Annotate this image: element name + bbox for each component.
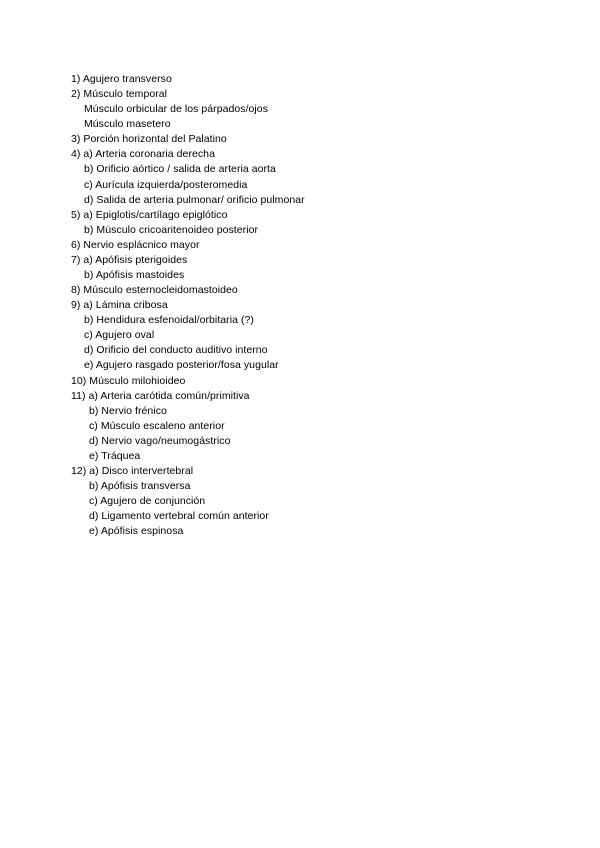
answer-line: 3) Porción horizontal del Palatino bbox=[71, 133, 227, 146]
answer-list bbox=[71, 72, 305, 539]
answer-line: c) Músculo escaleno anterior bbox=[89, 419, 225, 432]
answer-line: e) Agujero rasgado posterior/fosa yugular bbox=[84, 359, 279, 372]
answer-line: d) Ligamento vertebral común anterior bbox=[89, 510, 269, 523]
answer-line: 4) a) Arteria coronaria derecha bbox=[71, 148, 215, 161]
answer-line: 10) Músculo milohioideo bbox=[71, 374, 186, 387]
answer-line: 6) Nervio esplácnico mayor bbox=[71, 238, 200, 251]
answer-line: 5) a) Epiglotis/cartílago epiglótico bbox=[71, 208, 228, 221]
answer-line: 2) Músculo temporal bbox=[71, 88, 168, 101]
answer-line: d) Nervio vago/neumogástrico bbox=[89, 434, 231, 447]
answer-line: e) Apófisis espinosa bbox=[89, 525, 184, 538]
answer-line: 12) a) Disco intervertebral bbox=[71, 465, 194, 478]
answer-line: b) Orificio aórtico / salida de arteria aorta bbox=[84, 163, 276, 176]
answer-line: Músculo orbicular de los párpados/ojos bbox=[84, 103, 268, 116]
answer-line: b) Hendidura esfenoidal/orbitaria (?) bbox=[84, 314, 254, 327]
answer-line: d) Salida de arteria pulmonar/ orificio pulmonar bbox=[84, 193, 305, 206]
answer-line: Músculo masetero bbox=[84, 118, 171, 131]
answer-line: b) Nervio frénico bbox=[89, 404, 167, 417]
answer-line: c) Agujero oval bbox=[84, 329, 155, 342]
answer-line: 1) Agujero transverso bbox=[71, 73, 172, 85]
answer-line: d) Orificio del conducto auditivo interno bbox=[84, 344, 268, 357]
answer-line: c) Aurícula izquierda/posteromedia bbox=[84, 178, 248, 191]
answer-line: 9) a) Lámina cribosa bbox=[71, 299, 168, 312]
answer-line: 11) a) Arteria carótida común/primitiva bbox=[71, 389, 250, 402]
answer-line: 8) Músculo esternocleidomastoideo bbox=[71, 284, 238, 297]
answer-line: e) Tráquea bbox=[89, 449, 141, 462]
answer-line: b) Apófisis transversa bbox=[89, 480, 191, 493]
answer-line: 7) a) Apófisis pterigoides bbox=[71, 253, 188, 266]
answer-line: b) Músculo cricoaritenoideo posterior bbox=[84, 223, 259, 236]
answer-line: b) Apófisis mastoides bbox=[84, 269, 185, 282]
answer-line: c) Agujero de conjunción bbox=[89, 495, 206, 508]
